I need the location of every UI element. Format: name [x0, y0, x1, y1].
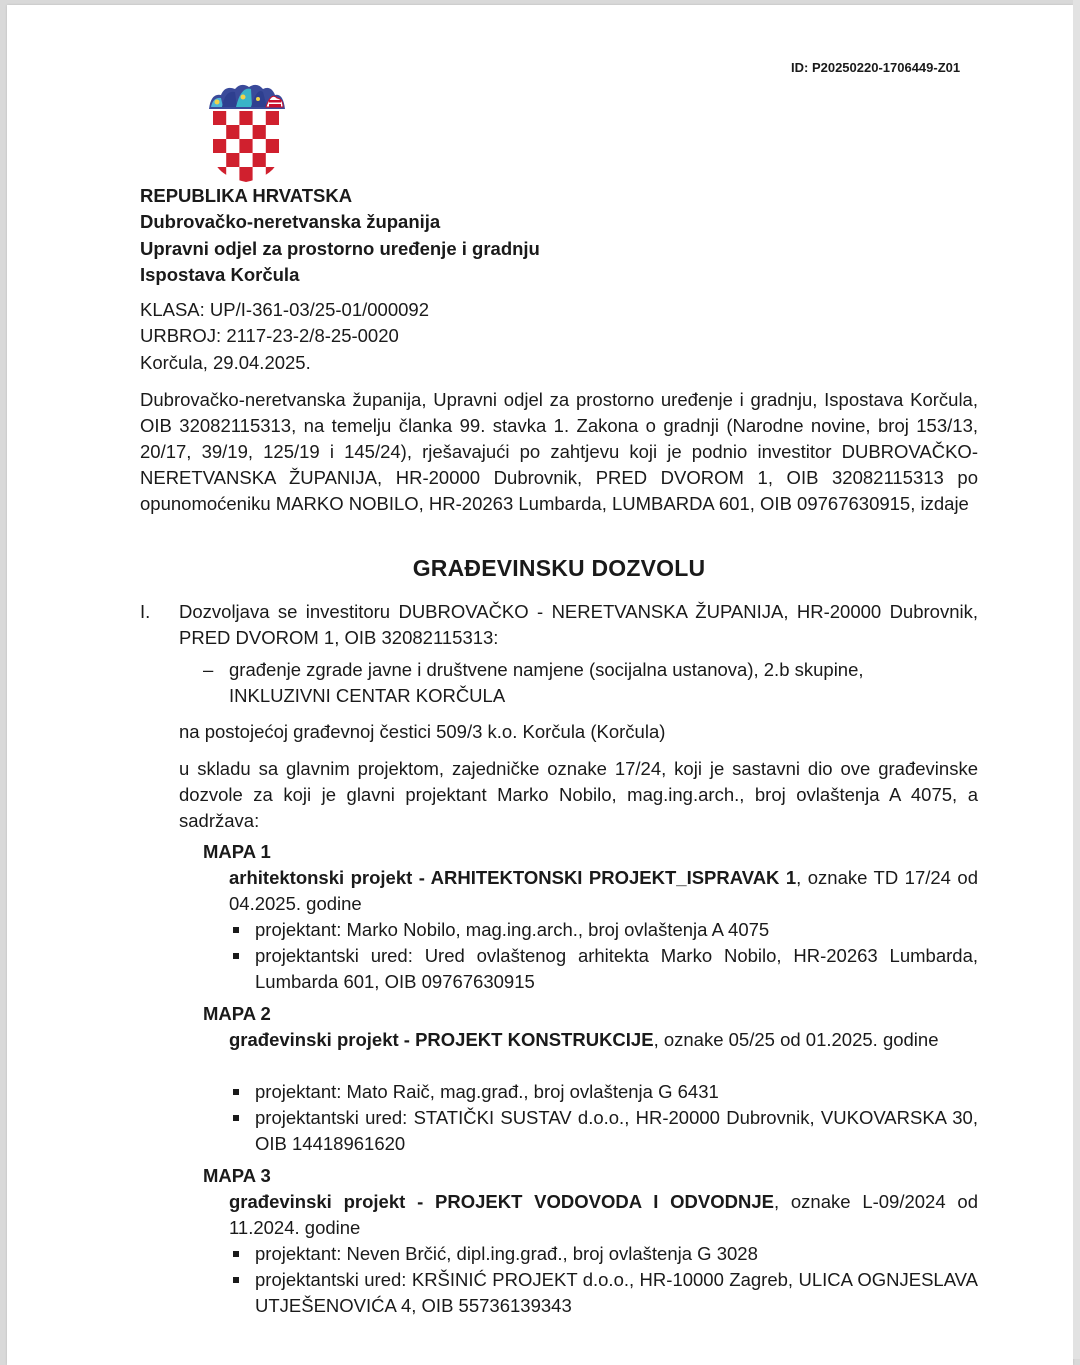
authority-header [140, 183, 540, 288]
dash-item-text: građenje zgrade javne i društvene namjene (socijalna ustanova), 2.b skupine, [229, 659, 864, 680]
intro-paragraph: Dubrovačko-neretvanska županija, Upravni odjel za prostorno uređenje i gradnju, Ispostava Korčula, OIB 32082115313, na temelju članka 99. stavka 1. Zakona o gradnji (Narodne novine, broj 153/13, 20/17, 39/19, 125/19 i 145/24), rješavajući po zahtjevu koji je podnio investitor DUBROVAČKO-NERETVANSKA ŽUPANIJA, HR-20000 Dubrovnik, PRED DVOROM 1, OIB 32082115313 po opunomoćeniku MARKO NOBILO, HR-20263 Lumbarda, LUMBARDA 601, OIB 09767630915, izdaje [140, 389, 978, 514]
bullet-text: projektant: Neven Brčić, dipl.ing.građ., broj ovlaštenja G 3028 [255, 1243, 758, 1264]
bullet-item [229, 917, 978, 943]
mapa-2-label: MAPA 2 [203, 1003, 271, 1024]
document-id: ID: P20250220-1706449-Z01 [791, 60, 961, 75]
location-text: na postojećoj građevnoj čestici 509/3 k.o. Korčula (Korčula) [179, 721, 666, 742]
document-title: GRAĐEVINSKU DOZVOLU [412, 555, 706, 581]
dash-item-text-line2: INKLUZIVNI CENTAR KORČULA [229, 685, 506, 706]
page-edge [1073, 0, 1080, 1359]
mapa-2-description [229, 1027, 978, 1053]
bullet-item [229, 1241, 978, 1267]
square-bullet-icon [233, 1251, 239, 1257]
mapa-3-type: građevinski projekt - PROJEKT VODOVODA I ODVODNJE [229, 1191, 774, 1212]
coat-of-arms-icon [205, 83, 287, 183]
mapa-2-bullets [229, 1079, 978, 1157]
header-republic: REPUBLIKA HRVATSKA [140, 185, 353, 206]
square-bullet-icon [233, 1115, 239, 1121]
dash-bullet: – [203, 659, 214, 680]
mapa-3-description [229, 1189, 978, 1241]
square-bullet-icon [233, 1277, 239, 1283]
square-bullet-icon [233, 927, 239, 933]
mapa-3-label: MAPA 3 [203, 1165, 271, 1186]
reference-block [140, 297, 429, 376]
bullet-text: projektant: Marko Nobilo, mag.ing.arch., broj ovlaštenja A 4075 [255, 919, 770, 940]
mapa-3-bullets [229, 1241, 978, 1319]
mapa-1-label: MAPA 1 [203, 841, 271, 862]
mapa-1-description [229, 865, 978, 917]
klasa: KLASA: UP/I-361-03/25-01/000092 [140, 299, 429, 320]
header-office: Ispostava Korčula [140, 263, 300, 285]
main-project-paragraph: u skladu sa glavnim projektom, zajedničke oznake 17/24, koji je sastavni dio ove građevinske dozvole za koji je glavni projektant Marko Nobilo, mag.ing.arch., broj ovlaštenja A 4075, a sadržava: [179, 758, 978, 831]
bullet-text: projektant: Mato Raič, mag.građ., broj ovlaštenja G 6431 [255, 1081, 719, 1102]
square-bullet-icon [233, 953, 239, 959]
bullet-text: projektantski ured: KRŠINIĆ PROJEKT d.o.o., HR-10000 Zagreb, ULICA OGNJESLAVA UTJEŠENOVIĆA 4, OIB 55736139343 [255, 1269, 978, 1316]
bullet-item [229, 1079, 978, 1105]
urbroj: URBROJ: 2117-23-2/8-25-0020 [140, 325, 399, 347]
section-1-text: Dozvoljava se investitoru DUBROVAČKO - NERETVANSKA ŽUPANIJA, HR-20000 Dubrovnik, PRED DVOROM 1, OIB 32082115313: [179, 601, 978, 648]
mapa-1-bullets [229, 917, 978, 995]
mapa-1-type: arhitektonski projekt - ARHITEKTONSKI PROJEKT_ISPRAVAK 1 [229, 867, 797, 888]
mapa-2-rest: , oznake 05/25 od 01.2025. godine [653, 1029, 939, 1050]
mapa-2-type: građevinski projekt - PROJEKT KONSTRUKCIJE [229, 1029, 654, 1050]
bullet-item [229, 1267, 978, 1319]
header-department: Upravni odjel za prostorno uređenje i gradnju [140, 237, 540, 259]
section-numeral: I. [140, 601, 151, 622]
header-county: Dubrovačko-neretvanska županija [140, 211, 441, 233]
bullet-item [229, 1105, 978, 1157]
place-date: Korčula, 29.04.2025. [140, 351, 311, 373]
bullet-text: projektantski ured: Ured ovlaštenog arhitekta Marko Nobilo, HR-20263 Lumbarda, Lumbarda 601, OIB 09767630915 [255, 945, 978, 992]
bullet-text: projektantski ured: STATIČKI SUSTAV d.o.o., HR-20000 Dubrovnik, VUKOVARSKA 30, OIB 14418961620 [255, 1107, 978, 1154]
document-page [7, 5, 1073, 1365]
square-bullet-icon [233, 1089, 239, 1095]
bullet-item [229, 943, 978, 995]
mapa-3-rest: , oznake L-09/2024 od 11.2024. godine [229, 1191, 978, 1238]
mapa-1-rest: , oznake TD 17/24 od 04.2025. godine [229, 867, 978, 914]
